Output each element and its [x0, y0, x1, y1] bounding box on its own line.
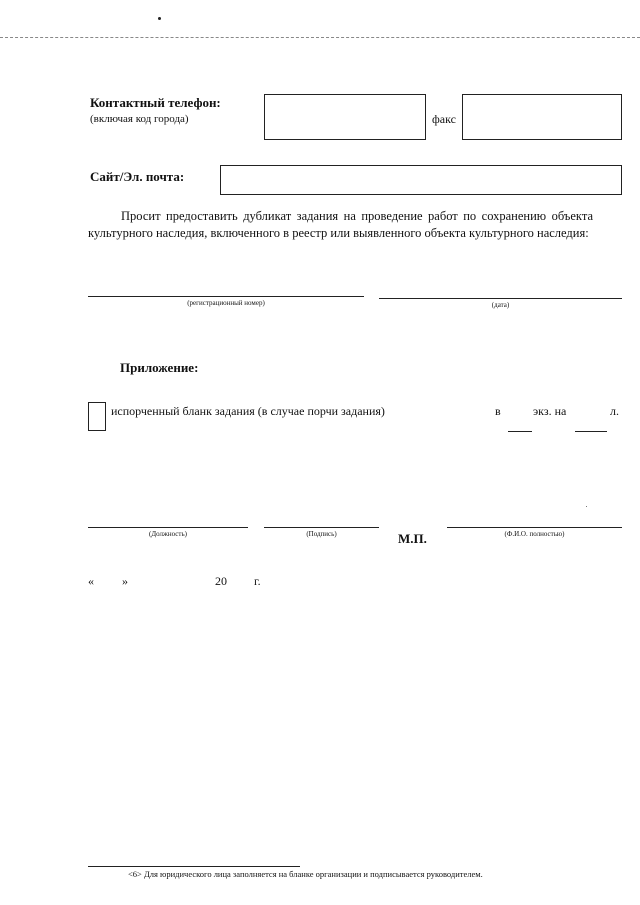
date-line-field[interactable] — [379, 298, 622, 299]
footnote-rule — [88, 866, 300, 867]
phone-sublabel: (включая код города) — [90, 113, 189, 125]
sheets-count-line[interactable] — [575, 431, 607, 432]
position-caption: (Должность) — [149, 530, 187, 538]
top-dot — [158, 17, 161, 20]
attachment-title: Приложение: — [120, 360, 199, 375]
full-name-caption: (Ф.И.О. полностью) — [504, 530, 565, 538]
top-rule — [0, 37, 640, 38]
signature-line[interactable] — [264, 527, 379, 528]
fax-input[interactable] — [462, 94, 622, 140]
date-open-quote: « — [88, 574, 94, 588]
reg-number-caption: (регистрационный номер) — [187, 299, 265, 307]
request-text: Просит предоставить дубликат задания на проведение работ по сохранению объекта культурного наследия, включенного в реестр или выявленного объекта культурного наследия: — [88, 209, 593, 240]
date-year-suffix: г. — [254, 574, 261, 588]
attachment-in: в — [495, 404, 501, 418]
phone-label: Контактный телефон: — [90, 95, 221, 110]
footnote-text: <6> Для юридического лица заполняется на бланке организации и подписывается руководителем. — [128, 869, 483, 879]
reg-number-line[interactable] — [88, 296, 364, 297]
position-line[interactable] — [88, 527, 248, 528]
phone-input[interactable] — [264, 94, 426, 140]
date-caption: (дата) — [491, 301, 510, 309]
attachment-checkbox[interactable] — [88, 402, 106, 431]
attachment-copies: экз. на — [533, 404, 567, 418]
date-close-quote: » — [122, 574, 128, 588]
copies-count-line[interactable] — [508, 431, 532, 432]
full-name-line[interactable] — [447, 527, 622, 528]
site-email-input[interactable] — [220, 165, 622, 195]
fax-label: факс — [432, 112, 456, 126]
date-year-prefix: 20 — [215, 574, 227, 588]
site-label: Сайт/Эл. почта: — [90, 169, 185, 184]
attachment-sheets: л. — [610, 404, 619, 418]
attachment-item: испорченный бланк задания (в случае порчи задания) — [111, 404, 385, 418]
stamp-label: М.П. — [398, 531, 427, 546]
speck — [586, 506, 587, 507]
signature-caption: (Подпись) — [306, 530, 337, 538]
